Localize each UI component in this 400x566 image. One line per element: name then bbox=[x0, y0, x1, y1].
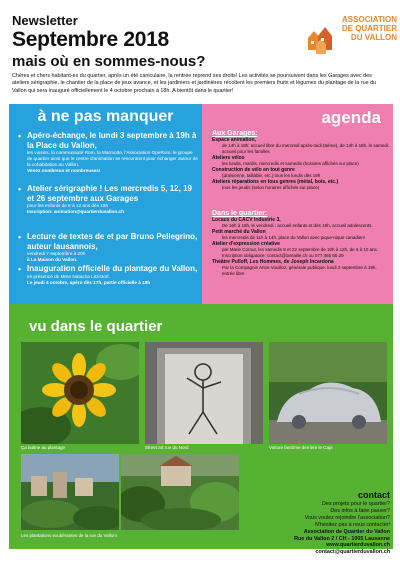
agenda-item-detail: Par la Compagnie Anne Vouilloz, générale publique, lundi 3 septembre à 19h, entrée libre bbox=[222, 265, 377, 277]
highlight-headline: Atelier sérigraphie ! Les mercredis 5, 12, 19 et 26 septembre aux Garages bbox=[27, 184, 192, 203]
contact-line: Des projets pour le quartier? bbox=[321, 501, 390, 507]
agenda-item-title: Espace animation, bbox=[212, 137, 256, 143]
street-art-photo bbox=[145, 342, 263, 444]
contact-line: N'hésitez pas à nous contacter! bbox=[314, 521, 390, 528]
photo-caption: Les plantations exubérantes de la rue du Vallon! bbox=[21, 533, 117, 538]
agenda-item-detail: les mercredis de 11h à 14h, place du Vallon avec pique-nique canadien! bbox=[222, 235, 366, 241]
agenda-item-detail: tous les jeudis (selon horaires affichés sur place) bbox=[222, 185, 320, 191]
agenda-item-title: Théâtre Pulloff, Les Hommes, de Joseph Incardona bbox=[212, 259, 334, 266]
contact-line: Des infos à faire passer? bbox=[330, 507, 390, 514]
agenda-section bbox=[212, 210, 390, 277]
highlight-emphasis: Inscription: animation@quartierduvallon.ch bbox=[27, 209, 125, 214]
agenda-item-detail: (draisienne, taillable, etc.) tous les lundis dès 19h bbox=[222, 173, 321, 179]
highlight-item bbox=[18, 184, 198, 215]
valley-photo-left bbox=[21, 454, 119, 530]
contact-email-link[interactable]: contact@quartierduvallon.ch bbox=[315, 549, 390, 556]
agenda-item-title: Ateliers vélos bbox=[212, 154, 245, 161]
highlight-emphasis: Le jeudi 4 octobre, apéro dès 17h, partie officielle à 18h bbox=[27, 279, 151, 285]
page-subtitle: mais où en sommes-nous? bbox=[12, 53, 206, 70]
contact-address: Rue du Vallon 2 / CH - 1005 Lausanne bbox=[294, 535, 390, 542]
highlight-text: vendredi 7 septembre à 20h bbox=[27, 251, 86, 256]
highlight-text: les voisins, la communauté Rom, la Marmotte, l'Association OpeRom, le groupe de quartier ainsi que le centre d'animation se rencontrent pour échanger autour de la cohabitation au Vallon. bbox=[27, 150, 198, 167]
highlights-title: à ne pas manquer bbox=[37, 108, 174, 125]
logo-text: ASSOCIATION DE QUARTIER DU VALLON bbox=[341, 15, 397, 42]
bullet-icon: • bbox=[18, 131, 22, 141]
agenda-item-title: Atelier d'expression créative bbox=[212, 241, 280, 248]
gallery-title: vu dans le quartier bbox=[29, 318, 163, 335]
intro-text: Chères et chers habitant-es du quartier, après un été caniculaire, la rentrée reprend ses droits! Les activités se poursuivent dans les Garages avec des ateliers sérigraphie, le chantier de la place de jeux avance, et les jardiniers et jardinières récoltent les premiers fruits et légumes du plantage de la rue du Vallon qui sera inauguré officiellement le 4 octobre prochain à 18h. A bientôt dans le quartier! bbox=[12, 73, 377, 94]
highlights-box bbox=[9, 104, 202, 304]
photo-caption: Street art rue du Nord bbox=[145, 445, 189, 450]
photo-caption: Ça butine au plantage bbox=[21, 445, 66, 450]
contact-org: Association de Quartier du Vallon bbox=[303, 528, 390, 535]
agenda-item-title: Locaux du CACV Industrie 3, bbox=[212, 217, 281, 223]
agenda-section-title: Dans le quartier: bbox=[212, 210, 268, 217]
bullet-icon: • bbox=[18, 232, 22, 242]
highlight-headline: Apéro-échange, le lundi 3 septembre à 19h à la Place du Vallon, bbox=[27, 131, 197, 150]
highlight-emphasis: Venez nombreux et nombreuses! bbox=[27, 168, 101, 173]
highlight-emphasis: à La Maison du Vallon. bbox=[27, 257, 78, 262]
bullet-icon: • bbox=[18, 264, 22, 274]
highlight-item bbox=[18, 232, 198, 263]
contact-block bbox=[240, 490, 390, 556]
contact-title: contact bbox=[357, 490, 390, 500]
agenda-item-detail: De 16h à 18h, le vendredi : accueil enfants et dès 19h, accueil adolescents. bbox=[222, 223, 373, 229]
sunflower-photo bbox=[21, 342, 139, 444]
page-title: Septembre 2018 bbox=[12, 28, 169, 51]
ghost-car-photo bbox=[269, 342, 387, 444]
photo-caption: Voiture fantôme derrière le Capi bbox=[269, 445, 333, 450]
highlight-headline: Lecture de textes de et par Bruno Pellegrino, auteur lausannois, bbox=[27, 232, 198, 251]
bullet-icon: • bbox=[18, 184, 22, 194]
newsletter-label: Newsletter bbox=[12, 13, 78, 28]
valley-photo-right bbox=[121, 454, 239, 530]
highlight-item bbox=[18, 264, 198, 286]
highlight-text: en présence de Mme Natacha Litzistorf. bbox=[27, 273, 110, 279]
agenda-item-title: Petit marché du Vallon bbox=[212, 229, 266, 236]
contact-line: Vous voulez rejoindre l'association? bbox=[304, 514, 390, 521]
highlight-text: pour les enfants de 8 à 12 ans dès 15h bbox=[27, 203, 109, 208]
highlight-item bbox=[18, 131, 198, 174]
agenda-title: agenda bbox=[321, 108, 381, 127]
agenda-item-detail: de 14h à 18h: accueil libre du mercredi après-midi (6ème), de 14h à 16h, le samedi: accueil pour les familles bbox=[222, 143, 390, 155]
contact-website-link[interactable]: www.quartierduvallon.ch bbox=[326, 542, 390, 549]
agenda-section bbox=[212, 130, 390, 191]
agenda-box bbox=[202, 104, 393, 304]
highlight-headline: Inauguration officielle du plantage du Vallon, bbox=[27, 264, 198, 273]
agenda-item-detail: par Marie Cornut, les samedis 8 et 22 septembre de 10h à 12h, de 6 à 10 ans. Inscription obligatoire: contact@lamaille.ch ou 077 465 65 29 bbox=[222, 247, 379, 259]
agenda-item-title: Construction de vélo en tout genre bbox=[212, 166, 295, 173]
agenda-item-title: Ateliers réparations en tous genres (métal, bois, etc.) bbox=[212, 179, 339, 186]
agenda-item-detail: les lundis, mardis, mercredis et samedis (horaires affichés sur place) bbox=[222, 161, 359, 167]
agenda-section-title: Aux Garages: bbox=[212, 130, 258, 137]
